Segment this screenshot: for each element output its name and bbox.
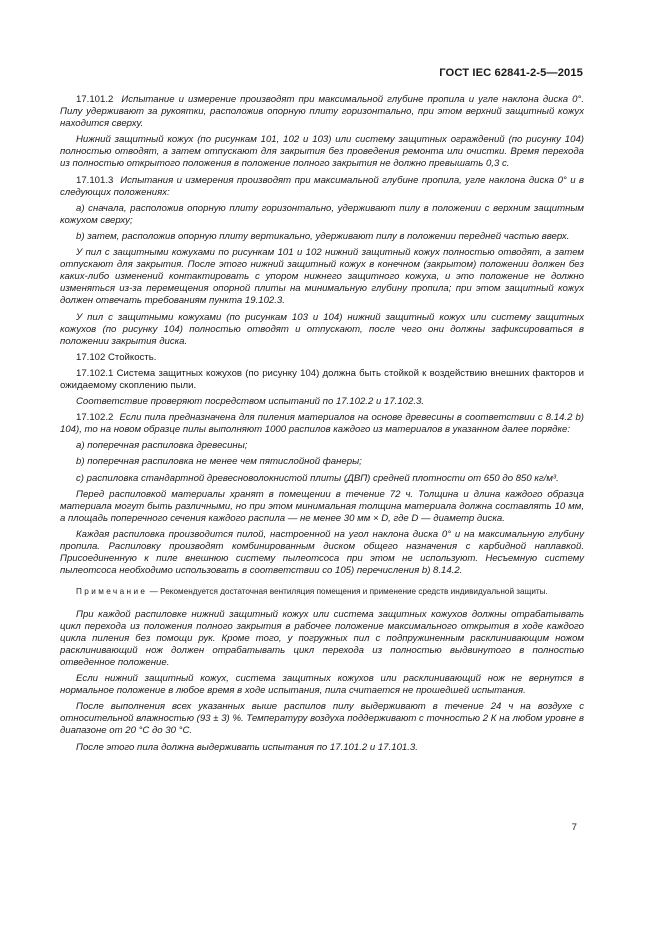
paragraph: Нижний защитный кожух (по рисункам 101, 102 и 103) или систему защитных ограждений (по рисунку 104) полностью отводят, а затем отпускают для закрытия без проведения ремонта или очистки. Время перехода из полностью открытого положения в положение полного закрытия не должно превышать 0,3 с. [60,134,584,170]
paragraph: У пил с защитными кожухами по рисункам 101 и 102 нижний защитный кожух полностью отводят, а затем отпускают для закрытия. После этого нижний защитный кожух в конечном (закрытом) положении должен без каких-либо изменений контактировать с упором нижнего защитного кожуха, и это положение не должно изменяться из-за перемещения опорной плиты на минимальную глубину пропила; при этом защитный кожух должен отвечать требованиям пункта 19.102.3. [60,247,584,307]
clause-text: Испытания и измерения производят при максимальной глубине пропила, угле наклона диска 0° и в следующих положениях: [60,174,584,198]
clause-17-102-2 [60,412,584,436]
clause-17-101-3 [60,175,584,199]
paragraph: После выполнения всех указанных выше распилов пилу выдерживают в течение 24 ч на воздухе с относительной влажностью (93 ± 3) %. Температуру воздуха поддерживают с точностью 2 К на любом уровне в диапазоне от 20 °С до 30 °С. [60,701,584,737]
clause-17-102-heading: 17.102 Стойкость. [76,351,157,363]
clause-text: Если пила предназначена для пиления материалов на основе древесины в соответствии с 8.14.2 b) 104), то на новом образце пилы выполняют 1000 распилов каждого из материалов в указанном далее порядке: [60,412,584,436]
list-item-b: b) поперечная распиловка не менее чем пятислойной фанеры; [76,456,362,468]
paragraph: У пил с защитными кожухами (по рисункам 103 и 104) нижний защитный кожух или систему защитных кожухов (по рисунку 104) полностью отводят и отпускают, после чего они должны зафиксироваться в положении закрытия диска. [60,311,584,347]
note [60,586,584,597]
clause-number: 17.101.2 [76,94,114,105]
paragraph: При каждой распиловке нижний защитный кожух или система защитных кожухов должны отрабатывать цикл перехода из положения полного закрытия в рабочее положение максимального открытия в ходе каждого цикла пиления без помощи рук. Кроме того, у погружных пил с подпружиненным расклинивающим ножом расклинивающий нож должен отрабатывать цикл перехода из полностью выдвинутого в полностью отведенное положение. [60,608,584,668]
clause-text: Испытание и измерение производят при максимальной глубине пропила и угле наклона диска 0°. Пилу удерживают за рукоятки, расположив опорную плиту горизонтально, при этом верхний защитный кожух находится сверху. [60,94,584,130]
clause-number: 17.102.2 [76,412,114,424]
paragraph: Перед распиловкой материалы хранят в помещении в течение 72 ч. Толщина и длина каждого образца материала могут быть различными, но при этом минимальная толщина материала должна составлять 10 мм, а площадь поперечного сечения каждого распила — не менее 30 мм × D, где D — диаметр диска. [60,488,584,524]
list-item-a: a) поперечная распиловка древесины; [76,440,248,452]
list-item-a: a) сначала, расположив опорную плиту горизонтально, удерживают пилу в положении с верхним защитным кожухом сверху; [60,202,584,226]
document-header: ГОСТ IEC 62841-2-5—2015 [439,67,583,79]
compliance-statement: Соответствие проверяют посредством испытаний по 17.102.2 и 17.102.3. [76,396,424,408]
clause-number: 17.101.3 [76,174,114,186]
paragraph: Если нижний защитный кожух, система защитных кожухов или расклинивающий нож не вернутся в нормальное положение в любое время в ходе испытания, пила считается не прошедшей испытания. [60,673,584,697]
note-text: — Рекомендуется достаточная вентиляция помещения и применение средств индивидуальной защиты. [147,587,548,597]
page-number: 7 [571,822,577,833]
paragraph: После этого пила должна выдерживать испытания по 17.101.2 и 17.101.3. [76,741,418,753]
document-body [60,94,584,758]
clause-17-101-2 [60,94,584,130]
paragraph: Каждая распиловка производится пилой, настроенной на угол наклона диска 0° и на максимальную глубину пропила. Распиловку производят комбинированным диском общего назначения с карбидной наплавкой. Присоединенную к пиле внешнюю систему пылеотсоса при этом не используют. Несъемную систему пылеотсоса необходимо использовать в соответствии со 105) перечисления b) 8.14.2. [60,528,584,577]
list-item-b: b) затем, расположив опорную плиту вертикально, удерживают пилу в положении передней частью вверх. [76,230,570,242]
list-item-c: c) распиловка стандартной древесноволокнистой плиты (ДВП) средней плотности от 650 до 850 кг/м³. [76,472,559,484]
note-label: Примечание [76,587,148,597]
clause-17-102-1: 17.102.1 Система защитных кожухов (по рисунку 104) должна быть стойкой к воздействию внешних факторов и ожидаемому скоплению пыли. [60,367,584,391]
